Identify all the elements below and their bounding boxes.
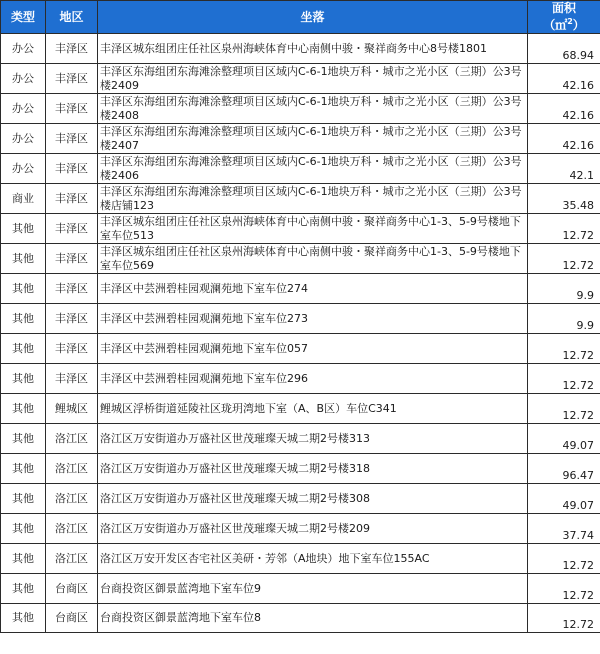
cell-size: 42.1 xyxy=(528,154,600,184)
cell-area: 丰泽区 xyxy=(46,364,98,394)
cell-area: 丰泽区 xyxy=(46,64,98,94)
cell-address: 丰泽区城东组团庄任社区泉州海峡体育中心南侧中骏・聚祥商务中心8号楼1801 xyxy=(98,34,528,64)
table-row xyxy=(1,544,600,574)
cell-type: 商业 xyxy=(1,184,46,214)
table-row xyxy=(1,214,600,244)
cell-type: 其他 xyxy=(1,274,46,304)
cell-area: 台商区 xyxy=(46,574,98,604)
cell-address: 丰泽区中芸洲碧桂园观澜苑地下室车位274 xyxy=(98,274,528,304)
cell-area: 台商区 xyxy=(46,604,98,633)
cell-address: 丰泽区东海组团东海滩涂整理项目区域内C-6-1地块万科・城市之光小区（三期）公3号楼2406 xyxy=(98,154,528,184)
cell-area: 丰泽区 xyxy=(46,304,98,334)
cell-address: 台商投资区御景蓝湾地下室车位8 xyxy=(98,604,528,633)
cell-type: 其他 xyxy=(1,334,46,364)
cell-address: 丰泽区中芸洲碧桂园观澜苑地下室车位296 xyxy=(98,364,528,394)
cell-type: 办公 xyxy=(1,154,46,184)
table-row xyxy=(1,484,600,514)
table-row xyxy=(1,364,600,394)
table-body xyxy=(1,34,600,633)
cell-type: 其他 xyxy=(1,484,46,514)
cell-address: 丰泽区东海组团东海滩涂整理项目区域内C-6-1地块万科・城市之光小区（三期）公3号楼2408 xyxy=(98,94,528,124)
cell-area: 鲤城区 xyxy=(46,394,98,424)
table-row xyxy=(1,334,600,364)
cell-address: 洛江区万安街道办万盛社区世茂璀璨天城二期2号楼209 xyxy=(98,514,528,544)
cell-type: 办公 xyxy=(1,34,46,64)
cell-area: 丰泽区 xyxy=(46,94,98,124)
cell-area: 洛江区 xyxy=(46,454,98,484)
cell-type: 办公 xyxy=(1,94,46,124)
cell-size: 12.72 xyxy=(528,574,600,604)
cell-size: 42.16 xyxy=(528,94,600,124)
cell-size: 9.9 xyxy=(528,274,600,304)
cell-address: 丰泽区东海组团东海滩涂整理项目区域内C-6-1地块万科・城市之光小区（三期）公3号楼2407 xyxy=(98,124,528,154)
cell-area: 洛江区 xyxy=(46,484,98,514)
cell-area: 丰泽区 xyxy=(46,334,98,364)
cell-address: 鲤城区浮桥街道延陵社区珑玥湾地下室（A、B区）车位C341 xyxy=(98,394,528,424)
cell-address: 洛江区万安开发区杏宅社区美研・芳邻（A地块）地下室车位155AC xyxy=(98,544,528,574)
table-row xyxy=(1,604,600,633)
table-row xyxy=(1,94,600,124)
cell-size: 9.9 xyxy=(528,304,600,334)
cell-area: 洛江区 xyxy=(46,514,98,544)
cell-type: 其他 xyxy=(1,424,46,454)
cell-address: 丰泽区东海组团东海滩涂整理项目区域内C-6-1地块万科・城市之光小区（三期）公3号楼2409 xyxy=(98,64,528,94)
header-area: 地区 xyxy=(46,1,98,34)
cell-address: 洛江区万安街道办万盛社区世茂璀璨天城二期2号楼313 xyxy=(98,424,528,454)
cell-size: 49.07 xyxy=(528,424,600,454)
cell-type: 其他 xyxy=(1,394,46,424)
header-size-unit: （㎡$^2$） xyxy=(543,17,585,32)
table-row xyxy=(1,424,600,454)
table-row xyxy=(1,154,600,184)
cell-area: 丰泽区 xyxy=(46,154,98,184)
table-header xyxy=(1,1,600,34)
cell-address: 丰泽区城东组团庄任社区泉州海峡体育中心南侧中骏・聚祥商务中心1-3、5-9号楼地下室车位513 xyxy=(98,214,528,244)
cell-size: 12.72 xyxy=(528,214,600,244)
cell-size: 37.74 xyxy=(528,514,600,544)
cell-size: 12.72 xyxy=(528,244,600,274)
cell-size: 12.72 xyxy=(528,334,600,364)
cell-size: 12.72 xyxy=(528,544,600,574)
table-row xyxy=(1,304,600,334)
header-size xyxy=(528,1,600,34)
cell-size: 49.07 xyxy=(528,484,600,514)
cell-size: 35.48 xyxy=(528,184,600,214)
cell-type: 办公 xyxy=(1,124,46,154)
header-type: 类型 xyxy=(1,1,46,34)
cell-type: 其他 xyxy=(1,514,46,544)
cell-address: 丰泽区中芸洲碧桂园观澜苑地下室车位273 xyxy=(98,304,528,334)
table-row xyxy=(1,64,600,94)
cell-address: 丰泽区城东组团庄任社区泉州海峡体育中心南侧中骏・聚祥商务中心1-3、5-9号楼地下室车位569 xyxy=(98,244,528,274)
cell-area: 丰泽区 xyxy=(46,34,98,64)
cell-area: 丰泽区 xyxy=(46,214,98,244)
cell-type: 办公 xyxy=(1,64,46,94)
cell-area: 丰泽区 xyxy=(46,124,98,154)
cell-size: 42.16 xyxy=(528,64,600,94)
table-row xyxy=(1,184,600,214)
cell-area: 丰泽区 xyxy=(46,244,98,274)
cell-address: 台商投资区御景蓝湾地下室车位9 xyxy=(98,574,528,604)
header-address: 坐落 xyxy=(98,1,528,34)
table-row xyxy=(1,34,600,64)
cell-area: 丰泽区 xyxy=(46,274,98,304)
cell-type: 其他 xyxy=(1,244,46,274)
cell-type: 其他 xyxy=(1,604,46,633)
cell-size: 12.72 xyxy=(528,604,600,633)
cell-size: 68.94 xyxy=(528,34,600,64)
table-row xyxy=(1,124,600,154)
cell-size: 12.72 xyxy=(528,364,600,394)
cell-address: 丰泽区东海组团东海滩涂整理项目区域内C-6-1地块万科・城市之光小区（三期）公3号楼店铺123 xyxy=(98,184,528,214)
cell-area: 洛江区 xyxy=(46,544,98,574)
header-row xyxy=(1,1,600,34)
cell-type: 其他 xyxy=(1,454,46,484)
cell-area: 洛江区 xyxy=(46,424,98,454)
cell-type: 其他 xyxy=(1,574,46,604)
cell-area: 丰泽区 xyxy=(46,184,98,214)
cell-type: 其他 xyxy=(1,364,46,394)
table-row xyxy=(1,514,600,544)
table-row xyxy=(1,574,600,604)
cell-address: 洛江区万安街道办万盛社区世茂璀璨天城二期2号楼318 xyxy=(98,454,528,484)
cell-size: 96.47 xyxy=(528,454,600,484)
cell-address: 洛江区万安街道办万盛社区世茂璀璨天城二期2号楼308 xyxy=(98,484,528,514)
cell-type: 其他 xyxy=(1,544,46,574)
cell-size: 12.72 xyxy=(528,394,600,424)
cell-type: 其他 xyxy=(1,304,46,334)
table-row xyxy=(1,274,600,304)
cell-size: 42.16 xyxy=(528,124,600,154)
table-row xyxy=(1,394,600,424)
table-row xyxy=(1,244,600,274)
cell-type: 其他 xyxy=(1,214,46,244)
table-row xyxy=(1,454,600,484)
cell-address: 丰泽区中芸洲碧桂园观澜苑地下室车位057 xyxy=(98,334,528,364)
header-size-label: 面积 xyxy=(551,1,576,15)
